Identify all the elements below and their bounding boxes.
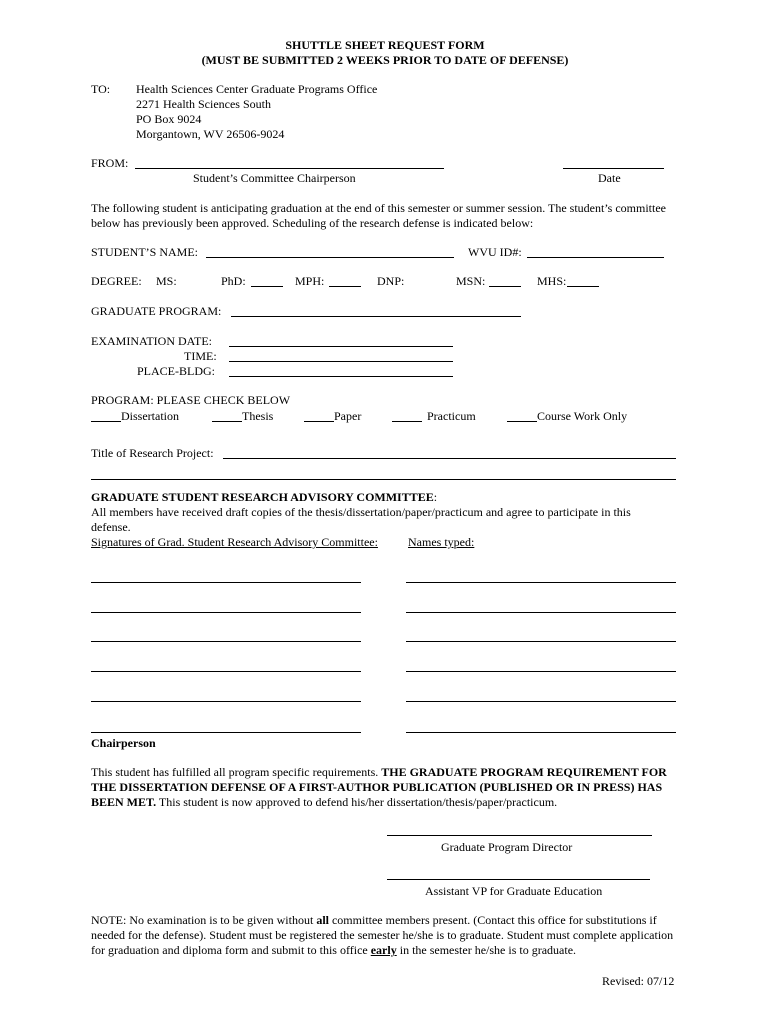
exam-place-label: PLACE-BLDG: <box>137 364 215 378</box>
signature-line-3[interactable] <box>91 641 361 642</box>
program-option-thesis: Thesis <box>242 409 274 423</box>
signature-line-5[interactable] <box>91 701 361 702</box>
form-subtitle: (MUST BE SUBMITTED 2 WEEKS PRIOR TO DATE OF DEFENSE) <box>201 53 569 67</box>
committee-heading-text: GRADUATE STUDENT RESEARCH ADVISORY COMMITTEE <box>91 490 434 504</box>
degree-option-ms: MS: <box>156 274 177 288</box>
program-option-practicum: Practicum <box>427 409 476 423</box>
degree-option-msn: MSN: <box>456 274 486 288</box>
exam-time-label: TIME: <box>184 349 217 363</box>
name-line-5[interactable] <box>406 701 676 702</box>
student-name-label: STUDENT’S NAME: <box>91 245 198 259</box>
graduate-program-field[interactable] <box>231 316 521 317</box>
fulfilled-paragraph <box>91 765 671 810</box>
exam-date-field[interactable] <box>229 346 453 347</box>
degree-option-phd: PhD: <box>221 274 246 288</box>
exam-date-label: EXAMINATION DATE: <box>91 334 212 348</box>
revised-date: Revised: 07/12 <box>602 974 675 988</box>
degree-phd-checkline[interactable] <box>251 286 283 287</box>
director-signature-line[interactable] <box>387 835 652 836</box>
graduate-program-label: GRADUATE PROGRAM: <box>91 304 222 318</box>
program-dissertation-checkline[interactable] <box>91 421 121 422</box>
fulfilled-intro: This student has fulfilled all program specific requirements. <box>91 765 382 779</box>
note-part-3: in the semester he/she is to graduate. <box>396 943 577 957</box>
note-paragraph <box>91 913 683 958</box>
chair-name-line[interactable] <box>406 732 676 733</box>
to-address-line-4: Morgantown, WV 26506-9024 <box>136 127 285 141</box>
to-address-line-3: PO Box 9024 <box>136 112 202 126</box>
chairperson-label: Chairperson <box>91 736 156 750</box>
signature-line-4[interactable] <box>91 671 361 672</box>
from-date-caption: Date <box>598 171 621 185</box>
wvu-id-label: WVU ID#: <box>468 245 522 259</box>
from-date-line[interactable] <box>563 168 664 169</box>
student-name-field[interactable] <box>206 257 454 258</box>
note-part-1: NOTE: No examination is to be given without <box>91 913 317 927</box>
names-typed-label: Names typed: <box>408 535 475 549</box>
to-address-line-1: Health Sciences Center Graduate Programs Office <box>136 82 378 96</box>
program-practicum-checkline[interactable] <box>392 421 422 422</box>
program-paper-checkline[interactable] <box>304 421 334 422</box>
note-part-2: committee members present. (Contact this office for substitutions if needed for the defense). Student must be registered the semester he/she is to graduate. Student must complete application for graduation and diploma form and submit to this office <box>91 913 674 957</box>
exam-time-field[interactable] <box>229 361 453 362</box>
signature-line-1[interactable] <box>91 582 361 583</box>
degree-label: DEGREE: <box>91 274 142 288</box>
name-line-2[interactable] <box>406 612 676 613</box>
to-address-line-2: 2271 Health Sciences South <box>136 97 271 111</box>
degree-mph-checkline[interactable] <box>329 286 361 287</box>
program-thesis-checkline[interactable] <box>212 421 242 422</box>
degree-mhs-checkline[interactable] <box>567 286 599 287</box>
note-all: all <box>316 913 329 927</box>
form-title: SHUTTLE SHEET REQUEST FORM <box>285 38 485 52</box>
from-chair-caption: Student’s Committee Chairperson <box>193 171 356 185</box>
intro-paragraph: The following student is anticipating graduation at the end of this semester or summer session. The student’s committee below has previously been approved. Scheduling of the research defense is indicated below: <box>91 201 666 230</box>
research-title-label: Title of Research Project: <box>91 446 214 460</box>
fulfilled-tail: This student is now approved to defend his/her dissertation/thesis/paper/practicum. <box>156 795 558 809</box>
degree-option-mph: MPH: <box>295 274 325 288</box>
degree-option-mhs: MHS: <box>537 274 567 288</box>
program-option-coursework: Course Work Only <box>537 409 628 423</box>
research-title-field-1[interactable] <box>223 458 676 459</box>
to-label: TO: <box>91 82 111 96</box>
from-chair-line[interactable] <box>135 168 444 169</box>
program-option-dissertation: Dissertation <box>121 409 179 423</box>
director-caption: Graduate Program Director <box>441 840 573 854</box>
chair-signature-line[interactable] <box>91 732 361 733</box>
fulfilled-bold: THE GRADUATE PROGRAM REQUIREMENT FOR THE DISSERTATION DEFENSE OF A FIRST-AUTHOR PUBLICATION (PUBLISHED OR IN PRESS) HAS BEEN MET. <box>91 765 667 809</box>
research-title-field-2[interactable] <box>91 479 676 480</box>
wvu-id-field[interactable] <box>527 257 664 258</box>
signature-line-2[interactable] <box>91 612 361 613</box>
degree-option-dnp: DNP: <box>377 274 405 288</box>
avp-signature-line[interactable] <box>387 879 650 880</box>
committee-heading-colon: : <box>433 490 438 504</box>
degree-msn-checkline[interactable] <box>489 286 521 287</box>
from-label: FROM: <box>91 156 129 170</box>
signatures-label: Signatures of Grad. Student Research Advisory Committee: <box>91 535 378 549</box>
program-option-paper: Paper <box>334 409 362 423</box>
program-coursework-checkline[interactable] <box>507 421 537 422</box>
committee-heading <box>91 490 437 505</box>
note-early: early <box>370 943 397 957</box>
name-line-4[interactable] <box>406 671 676 672</box>
exam-place-field[interactable] <box>229 376 453 377</box>
name-line-3[interactable] <box>406 641 676 642</box>
name-line-1[interactable] <box>406 582 676 583</box>
committee-text: All members have received draft copies of the thesis/dissertation/paper/practicum and agree to participate in this defense. <box>91 505 631 534</box>
program-label: PROGRAM: PLEASE CHECK BELOW <box>91 393 291 407</box>
avp-caption: Assistant VP for Graduate Education <box>425 884 603 898</box>
